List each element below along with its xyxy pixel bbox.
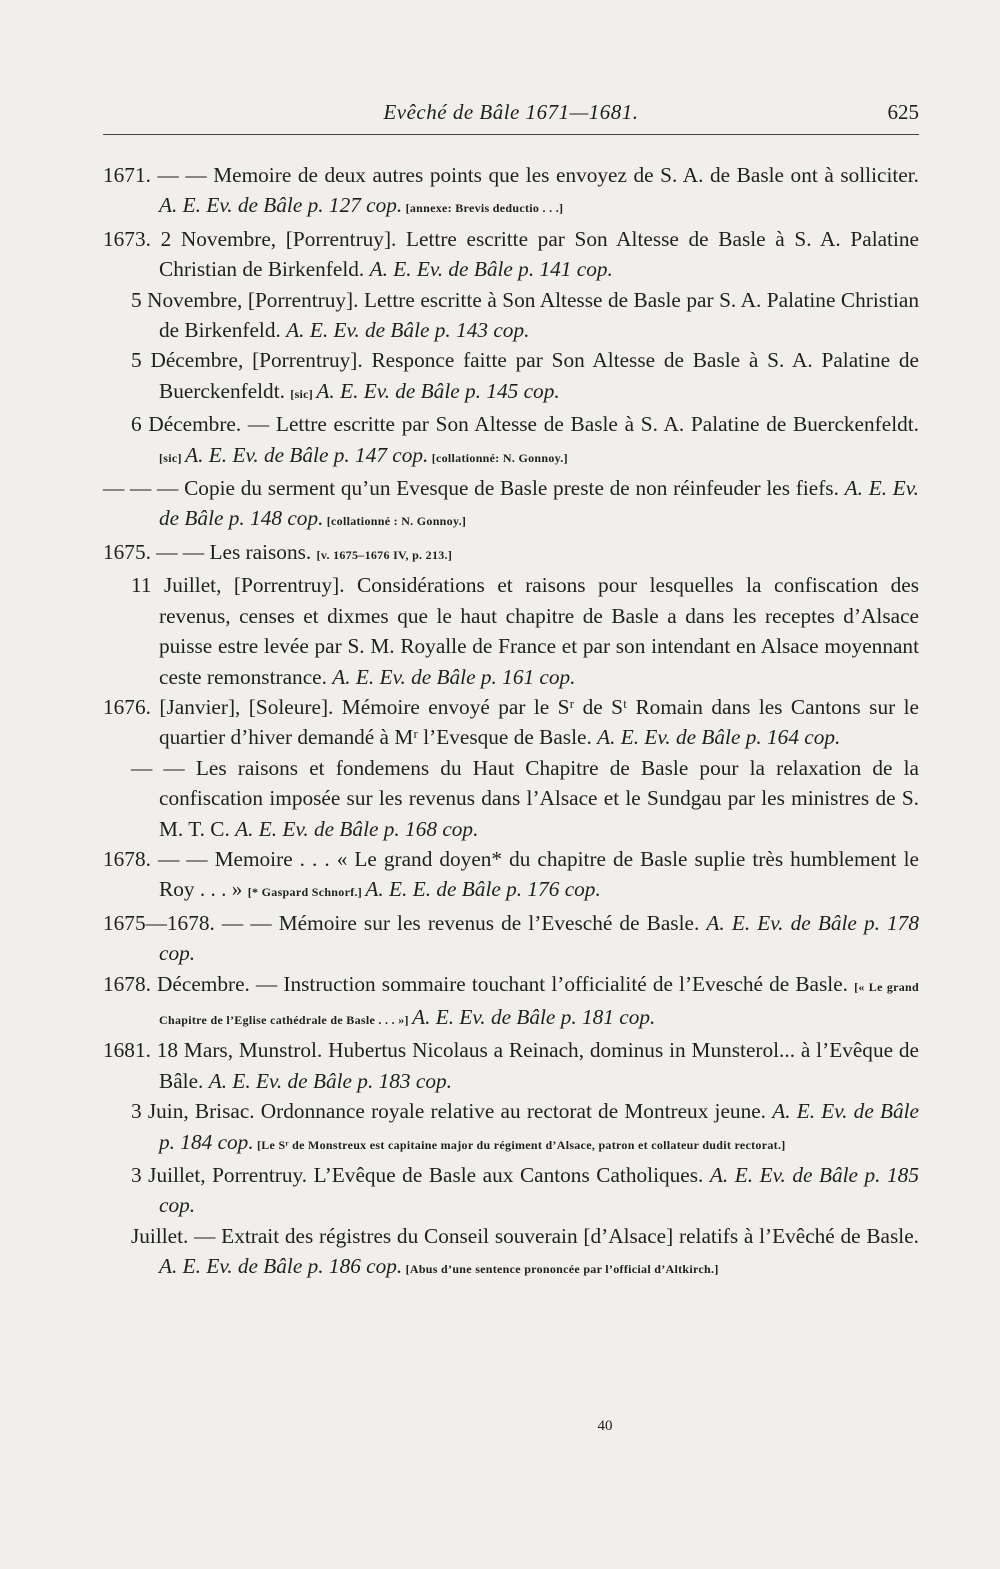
entry-text: Mémoire sur les revenus de l’Evesché de Basle. xyxy=(278,910,707,935)
entry-lead: 1676. xyxy=(103,694,160,719)
archive-reference: A. E. Ev. de Bâle p. 143 cop. xyxy=(286,318,530,343)
archive-reference: A. E. Ev. de Bâle p. 183 cop. xyxy=(208,1068,452,1093)
editorial-note: [annexe: Brevis deductio . . .] xyxy=(402,201,564,216)
entry-text: [Janvier], [Soleure]. Mémoire envoyé par le Sʳ de Sᵗ Romain dans les Cantons sur le quartier d’hiver demandé à Mʳ l’Evesque de Basle. xyxy=(159,694,919,750)
signature-mark: 40 xyxy=(597,1418,613,1434)
entry-lead: 1681. xyxy=(103,1038,157,1063)
archive-reference: A. E. Ev. de Bâle p. 168 cop. xyxy=(235,816,479,841)
archive-reference: A. E. Ev. de Bâle p. 181 cop. xyxy=(412,1004,656,1029)
entry-1681-juillet xyxy=(103,1221,919,1285)
archive-reference: A. E. Ev. de Bâle p. 145 cop. xyxy=(316,378,560,403)
entry-lead: 1673. xyxy=(103,226,161,251)
archive-reference: A. E. E. de Bâle p. 176 cop. xyxy=(365,877,601,902)
entry-text: 5 Novembre, [Porrentruy]. Lettre escritte à Son Altesse de Basle par S. A. Palatine Christian de Birkenfeld. xyxy=(131,287,919,343)
archive-reference: A. E. Ev. de Bâle p. 184 cop. xyxy=(159,1099,919,1154)
entry-text: 6 Décembre. — Lettre escritte par Son Altesse de Basle à S. A. Palatine de Buerckenfeldt. xyxy=(131,412,919,437)
entry-1673-nov-5 xyxy=(103,285,919,346)
entry-1673 xyxy=(103,224,919,285)
editorial-note: [Le Sʳ de Monstreux est capitaine major du régiment d’Alsace, patron et collateur dudit rectorat.] xyxy=(253,1137,786,1152)
editorial-note: [collationné : N. Gonnoy.] xyxy=(323,514,467,529)
archive-reference: A. E. Ev. de Bâle p. 164 cop. xyxy=(597,725,841,750)
entry-text: — — Les raisons et fondemens du Haut Chapitre de Basle pour la relaxation de la confiscation imposée sur les revenus dans l’Alsace et le Sundgau par les ministres de S. M. T. C. xyxy=(131,755,919,841)
archive-reference: A. E. Ev. de Bâle p. 185 cop. xyxy=(159,1163,919,1218)
entry-text: 3 Juillet, Porrentruy. L’Evêque de Basle aux Cantons Catholiques. xyxy=(131,1163,710,1187)
archive-reference: A. E. Ev. de Bâle p. 161 cop. xyxy=(332,664,576,689)
editorial-note: [Abus d’une sentence prononcée par l’official d’Altkirch.] xyxy=(402,1262,719,1277)
archive-reference: A. E. Ev. de Bâle p. 186 cop. xyxy=(159,1254,403,1279)
entry-1675-jul-11 xyxy=(103,570,919,692)
archive-reference: A. E. Ev. de Bâle p. 127 cop. xyxy=(159,193,403,218)
entry-text: 2 Novembre, [Porrentruy]. Lettre escritte par Son Altesse de Basle à S. A. Palatine Christian de Birkenfeld. xyxy=(159,226,919,282)
editorial-note: [sic] xyxy=(159,450,186,465)
editorial-note: [sic] xyxy=(290,386,317,401)
entry-1673-dec-6 xyxy=(103,409,919,473)
entry-1671 xyxy=(103,160,919,224)
archive-reference: A. E. Ev. de Bâle p. 147 cop. xyxy=(185,442,429,467)
entry-lead: 1678. xyxy=(103,971,158,996)
editorial-note: [« Le grand Chapitre de l’Eglise cathédrale de Basle . . . »] xyxy=(159,979,919,1027)
entry-lead: 1671. — — xyxy=(103,163,214,187)
entry-text: 18 Mars, Munstrol. Hubertus Nicolaus a Reinach, dominus in Munsterol... à l’Evêque de Bâle. xyxy=(156,1038,920,1093)
entry-text: Copie du serment qu’un Evesque de Basle preste de non réinfeuder les fiefs. xyxy=(184,476,845,501)
entry-1681 xyxy=(103,1035,919,1096)
entry-1673-dec-5 xyxy=(103,345,919,409)
entry-1675-1678 xyxy=(103,908,919,969)
entry-1681-jul-3 xyxy=(103,1160,919,1221)
entry-text: Memoire de deux autres points que les envoyez de S. A. de Basle ont à solliciter. xyxy=(213,163,919,187)
archive-reference: A. E. Ev. de Bâle p. 141 cop. xyxy=(369,257,613,282)
entry-lead: 1675—1678. — — xyxy=(103,910,279,935)
entry-1675 xyxy=(103,537,919,570)
editorial-note: [collationné: N. Gonnoy.] xyxy=(428,450,568,465)
entry-text: 3 Juin, Brisac. Ordonnance royale relative au rectorat de Montreux jeune. xyxy=(131,1099,773,1124)
entry-1676-raisons xyxy=(103,753,919,844)
editorial-note: [* Gaspard Schnorf.] xyxy=(247,885,366,900)
running-header xyxy=(103,100,919,130)
entry-lead: 1678. — — xyxy=(103,846,215,871)
entry-1678-dec xyxy=(103,969,919,1036)
editorial-note: [v. 1675–1676 IV, p. 213.] xyxy=(316,547,453,562)
entry-copie-serment xyxy=(103,473,919,537)
entry-1681-jun-3 xyxy=(103,1096,919,1160)
header-rule xyxy=(103,134,919,135)
archive-reference: A. E. Ev. de Bâle p. 148 cop. xyxy=(159,476,919,531)
entry-text: 11 Juillet, [Porrentruy]. Considérations et raisons pour lesquelles la confiscation des revenus, censes et dixmes que le haut chapitre de Basle a dans les receptes d’Alsace puisse estre levée par S. M. Royalle de France et par son intendant en Alsace moyennant ceste remonstrance. xyxy=(131,573,919,689)
running-title: Evêché de Bâle 1671—1681. xyxy=(383,100,639,124)
entry-1678 xyxy=(103,844,919,908)
entry-list xyxy=(103,160,919,1285)
entry-text: Décembre. — Instruction sommaire touchant l’officialité de l’Evesché de Basle. xyxy=(157,971,855,996)
entry-lead: 1675. — — xyxy=(103,539,210,564)
entry-1676 xyxy=(103,692,919,753)
entry-text: Les raisons. xyxy=(209,539,317,564)
entry-text: 5 Décembre, [Porrentruy]. Responce faitte par Son Altesse de Basle à S. A. Palatine de Buerckenfeldt. xyxy=(131,348,919,403)
entry-text: Memoire . . . « Le grand doyen* du chapitre de Basle suplie très humblement le Roy . . . » xyxy=(159,846,919,902)
entry-lead: — — — xyxy=(103,476,185,501)
archive-reference: A. E. Ev. de Bâle p. 178 cop. xyxy=(159,910,919,966)
entry-text: Juillet. — Extrait des régistres du Conseil souverain [d’Alsace] relatifs à l’Evêché de Basle. xyxy=(131,1223,919,1248)
page-number: 625 xyxy=(887,100,919,124)
